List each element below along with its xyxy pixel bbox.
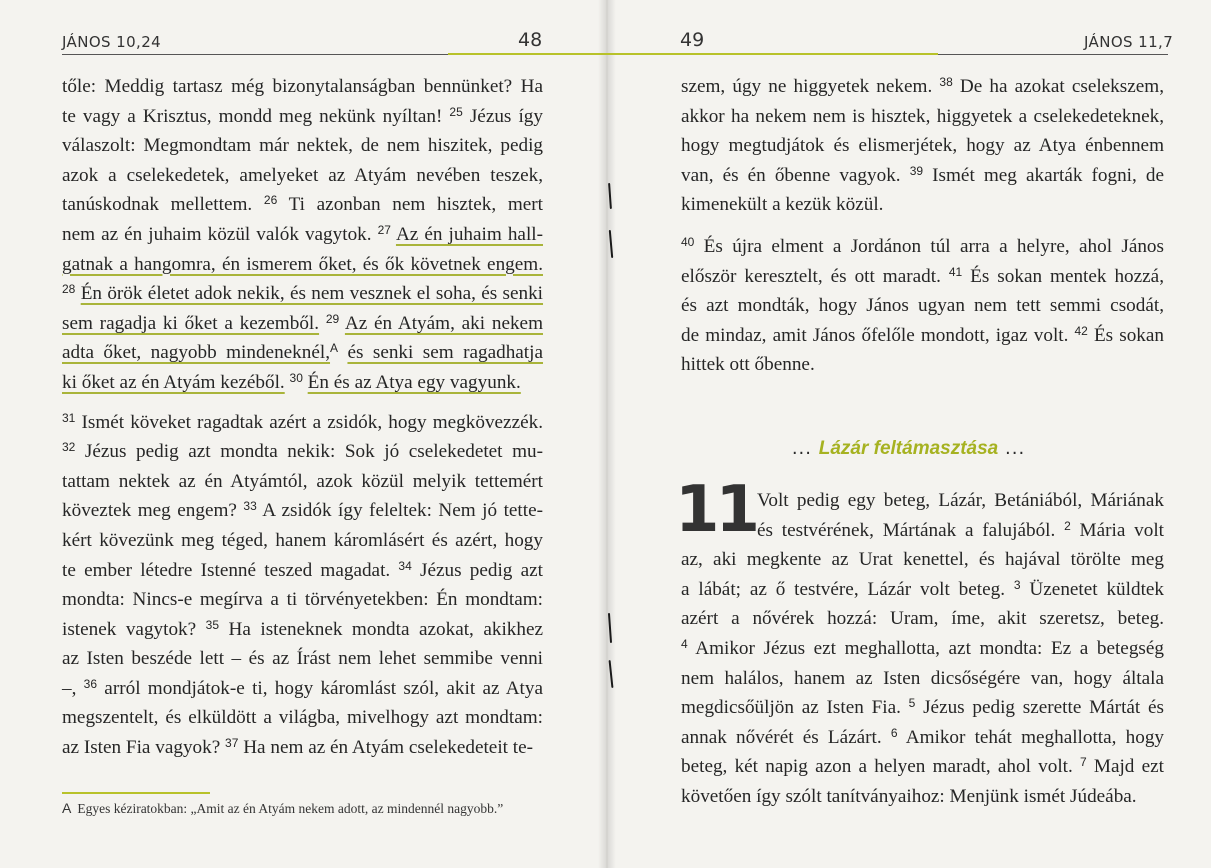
text-run: azok a cselekedetek, amelyeket az Atyám nevében teszek, — [62, 164, 543, 186]
page-number-right: 49 — [680, 29, 705, 51]
verse-number: 2 — [1064, 518, 1071, 533]
text-line — [681, 752, 1164, 782]
text-run: Jézus pedig azt — [411, 559, 543, 581]
text-line — [681, 634, 1164, 664]
text-run: A zsidók így feleltek: Nem jó tette- — [256, 500, 543, 522]
verse-number: 30 — [289, 370, 303, 385]
text-line — [62, 467, 543, 497]
verse-number: 28 — [62, 282, 76, 297]
verse-number: A — [330, 341, 339, 356]
text-line — [62, 220, 543, 250]
header-rule-right — [938, 54, 1168, 55]
verse-number: 3 — [1013, 577, 1021, 592]
text-run: megdicsőüljön az Isten Fia. — [681, 697, 909, 719]
text-run: az Isten Fia vagyok? — [62, 737, 226, 759]
text-line — [62, 190, 543, 220]
text-run: tőle: Meddig tartasz még bizonytalanságban bennünket? Ha — [62, 76, 543, 97]
underlined-text: Az én Atyám, aki nekem — [344, 312, 543, 334]
verse-number: 4 — [681, 636, 688, 651]
verse-number: 39 — [909, 163, 924, 178]
verse-number: 6 — [890, 725, 898, 740]
text-run: először keresztelt, és ott maradt. — [681, 265, 949, 287]
text-line — [681, 72, 1164, 102]
footnote — [62, 800, 572, 817]
verse-number: 26 — [263, 193, 278, 208]
text-run: megszentelt, és elküldött a világba, mivelhogy azt mondtam: — [62, 707, 543, 729]
text-line — [681, 131, 1164, 161]
text-run: És sokan mentek hozzá, — [962, 265, 1164, 287]
text-line — [681, 782, 1164, 812]
text-line — [62, 102, 543, 132]
underlined-text: adta őket, nagyobb mindeneknél, — [62, 342, 331, 364]
verse-number: 7 — [1080, 755, 1087, 770]
underlined-text: Én és az Atya egy vagyunk. — [307, 371, 521, 393]
text-run: És sokan — [1087, 324, 1164, 346]
text-run: Üzenetet küldtek — [1020, 578, 1165, 600]
text-line — [681, 232, 1164, 262]
text-run: annak nővérét és Lázárt. — [681, 726, 891, 748]
verse-number: 38 — [939, 75, 953, 89]
footnote-marker: A — [62, 800, 72, 816]
underlined-text: Én örök életet adok nekik, és nem vesznek el soha, és senki — [80, 283, 544, 305]
text-line — [62, 309, 543, 339]
verse-number: 27 — [377, 222, 391, 237]
text-run: azért a nővérek hozzá: Uram, íme, akit szeretsz, beteg. — [681, 608, 1164, 630]
verse-number: 40 — [681, 234, 695, 249]
verse-number: 36 — [83, 676, 98, 691]
text-run: akkor ha nekem nem is hisztek, higgyetek a cselekedeteknek, — [681, 105, 1164, 127]
verse-number: 29 — [325, 311, 340, 326]
header-accent-rule — [448, 53, 938, 55]
text-run: Ha nem az én Atyám cselekedeteit te- — [238, 737, 534, 759]
footnote-text: Egyes kéziratokban: „Amit az én Atyám nekem adott, az mindennél nagyobb.” — [77, 801, 504, 816]
section-dots-right: ... — [1005, 438, 1026, 459]
text-run: mondta: Nincs-e megírva a ti törvényetekben: Én mondtam: — [62, 589, 543, 611]
text-run: Jézus így — [462, 105, 543, 127]
text-run: arról mondjátok-e ti, hogy káromlást szól, akit az Atya — [97, 677, 543, 699]
underlined-text: Az én juhaim hall- — [395, 223, 543, 245]
left-page-text — [62, 72, 543, 763]
text-run: Amikor Jézus ezt meghallotta, azt mondta: Ez a betegség — [687, 637, 1164, 659]
text-run — [319, 313, 326, 334]
text-run: és azt mondták, hogy János ugyan nem tett semmi csodát, — [681, 295, 1164, 317]
text-line — [681, 516, 1164, 546]
text-run: követően így szólt tanítványaihoz: Menjünk ismét Júdeába. — [681, 785, 1137, 807]
text-run: de mindaz, amit János őfelőle mondott, igaz volt. — [681, 324, 1075, 346]
verse-number: 32 — [62, 440, 76, 455]
text-line — [62, 703, 543, 733]
text-run: istenek vagytok? — [62, 618, 206, 640]
text-run: Mária volt — [1070, 519, 1164, 541]
text-run: te ember létedre Istenné teszed magadat. — [62, 559, 399, 581]
text-run: beteg, két napig azon a helyen maradt, ahol volt. — [681, 756, 1080, 778]
verse-number: 37 — [225, 736, 239, 751]
verse-number: 5 — [908, 696, 916, 711]
text-run: az, aki megkente az Urat kenettel, és hajával törölte meg — [681, 549, 1164, 571]
chapter-number: 11 — [675, 473, 757, 547]
text-line — [681, 262, 1164, 292]
text-run: hittek ott őbenne. — [681, 354, 815, 376]
text-line — [62, 72, 543, 102]
text-line — [62, 437, 543, 467]
text-run: szem, úgy ne higgyetek nekem. — [681, 76, 940, 97]
text-line — [62, 556, 543, 586]
verse-number: 25 — [449, 104, 463, 119]
verse-number: 35 — [205, 617, 220, 632]
text-line — [62, 338, 543, 368]
text-run: De ha azokat cselekszem, — [952, 76, 1164, 97]
verse-number: 41 — [948, 264, 963, 279]
text-run: te vagy a Krisztus, mondd meg nekünk nyíltan! — [62, 105, 450, 127]
text-line — [62, 674, 543, 704]
underlined-text: gatnak a hangomra, én ismerem őket, és ők követnek engem. — [62, 253, 543, 275]
text-run: nem halálos, hanem az Isten dicsőségére van, hogy általa — [681, 667, 1164, 689]
underlined-text: sem ragadja ki őket a kezemből. — [62, 312, 320, 334]
text-run: hogy megtudjátok és elismerjétek, hogy az Atya énbennem — [681, 135, 1164, 157]
text-run: Volt pedig egy beteg, Lázár, Betániából, Máriának — [757, 490, 1164, 511]
text-line — [62, 733, 543, 763]
running-header-right: JÁNOS 11,7 — [1084, 33, 1174, 51]
text-run: Ha isteneknek mondta azokat, akikhez — [219, 618, 543, 640]
text-line — [681, 291, 1164, 321]
text-line — [62, 408, 543, 438]
verse-number: 42 — [1074, 323, 1088, 338]
text-run: –, — [62, 677, 84, 699]
text-line — [62, 496, 543, 526]
text-line — [62, 131, 543, 161]
text-run: a lábát; az ő testvére, Lázár volt beteg. — [681, 578, 1014, 600]
text-run: kimenekült a kezük közül. — [681, 194, 884, 216]
text-run: És újra elment a Jordánon túl arra a helyre, ahol János — [694, 235, 1164, 257]
right-page-text-top — [681, 72, 1164, 380]
section-dots-left: ... — [791, 438, 812, 459]
text-line — [681, 190, 1164, 220]
text-run: Jézus pedig szerette Mártát és — [915, 697, 1164, 719]
text-line — [681, 575, 1164, 605]
footnote-rule — [62, 792, 210, 794]
text-line — [681, 723, 1164, 753]
text-run: Majd ezt — [1086, 756, 1164, 778]
text-run: nem az én juhaim közül valók vagytok. — [62, 223, 378, 245]
running-header-left: JÁNOS 10,24 — [62, 33, 162, 51]
right-page-text-bottom — [681, 486, 1164, 812]
page-number-left: 48 — [518, 29, 543, 51]
text-run: válaszolt: Megmondtam már nektek, de nem hiszitek, pedig — [62, 135, 543, 157]
text-run: és testvérének, Mártának a falujából. — [757, 519, 1065, 541]
text-run: Amikor tehát meghallotta, hogy — [897, 726, 1165, 748]
text-line — [62, 585, 543, 615]
text-line — [681, 161, 1164, 191]
section-heading — [606, 438, 1211, 460]
text-run: kért kövezünk meg téged, hanem káromlásért és azért, hogy — [62, 529, 543, 551]
text-line — [62, 644, 543, 674]
text-run: Ti azonban nem hisztek, mert — [277, 194, 543, 216]
text-line — [681, 350, 1164, 380]
text-line — [62, 526, 543, 556]
verse-number: 33 — [243, 499, 257, 514]
text-line — [62, 368, 543, 398]
text-run: Jézus pedig azt mondta nekik: Sok jó cselekedetet mu- — [75, 441, 543, 463]
text-run: tattam nektek az én Atyámtól, azok közül melyik tettemért — [62, 470, 543, 492]
section-title: Lázár feltámasztása — [818, 438, 999, 459]
text-line — [681, 693, 1164, 723]
text-line — [681, 604, 1164, 634]
text-line — [62, 615, 543, 645]
header-rule-left — [62, 54, 448, 55]
text-line — [681, 545, 1164, 575]
text-line — [62, 161, 543, 191]
text-run: van, és én őbenne vagyok. — [681, 164, 910, 186]
text-run: az Isten beszéde lett – és az Írást nem lehet semmibe venni — [62, 648, 543, 670]
text-line — [62, 279, 543, 309]
text-line — [62, 250, 543, 280]
underlined-text: és senki sem ragadhatja — [347, 342, 543, 364]
text-run: Ismét köveket ragadtak azért a zsidók, hogy megkövezzék. — [75, 411, 543, 433]
text-run: Ismét meg akarták fogni, de — [923, 164, 1164, 186]
text-run: tanúskodnak mellettem. — [62, 194, 264, 216]
text-line — [681, 664, 1164, 694]
text-line — [681, 102, 1164, 132]
text-run: köveztek meg engem? — [62, 500, 244, 522]
verse-number: 31 — [62, 410, 76, 425]
verse-number: 34 — [398, 558, 412, 573]
text-line — [681, 321, 1164, 351]
book-gutter — [598, 0, 616, 868]
text-line — [681, 486, 1164, 516]
underlined-text: ki őket az én Atyám kezéből. — [62, 371, 285, 393]
